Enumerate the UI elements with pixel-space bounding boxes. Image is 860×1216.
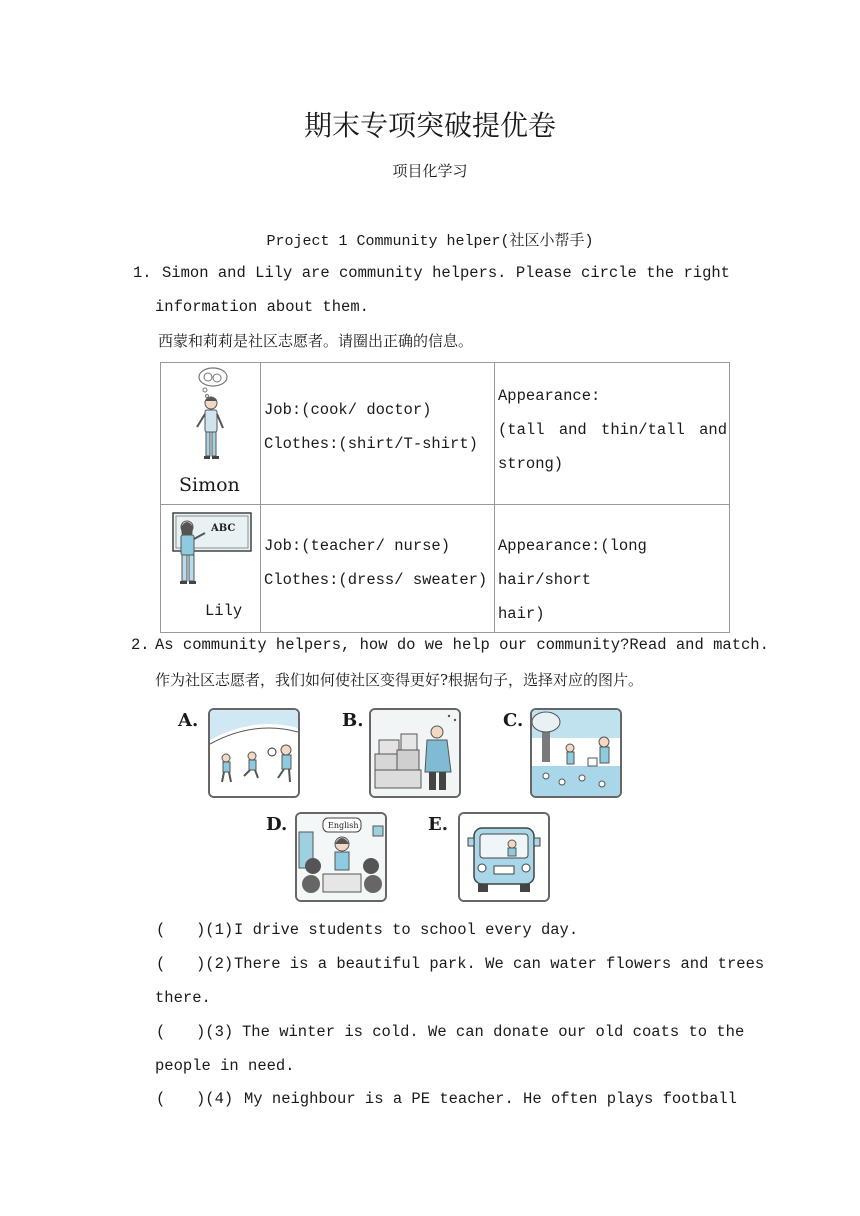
lily-appearance-options-line2[interactable]: hair) xyxy=(498,605,545,623)
q1-text-line1: Simon and Lily are community helpers. Please circle the right xyxy=(162,264,730,282)
item-2-answer-blank[interactable] xyxy=(163,955,193,975)
picture-c-watering[interactable] xyxy=(530,708,622,798)
item-1-open-paren: ( xyxy=(156,921,166,939)
picture-b-donation[interactable] xyxy=(369,708,461,798)
picture-c-illustration xyxy=(532,710,620,796)
q2-number: 2. xyxy=(131,636,150,654)
simon-illustration xyxy=(161,365,258,475)
item-2-open-paren: ( xyxy=(156,955,166,973)
simon-name-label: Simon xyxy=(179,474,240,496)
item-1-answer-blank[interactable] xyxy=(163,921,193,941)
picture-d-sign-text: English xyxy=(328,821,359,830)
picture-b-illustration xyxy=(371,710,459,796)
project-heading: Project 1 Community helper(社区小帮手) xyxy=(266,233,594,250)
picture-a-letter: A. xyxy=(178,710,199,731)
lily-illustration xyxy=(161,507,258,597)
item-4-answer-blank[interactable] xyxy=(163,1090,193,1110)
item-2-text-line1: There is a beautiful park. We can water flowers and trees xyxy=(234,955,765,973)
lily-board-text: ABC xyxy=(211,523,236,534)
q1-number: 1. xyxy=(133,264,152,282)
picture-e-letter: E. xyxy=(428,814,448,835)
item-1-number: )(1) xyxy=(196,921,234,939)
picture-e-illustration xyxy=(460,814,548,900)
simon-job-options[interactable]: Job:(cook/ doctor) xyxy=(264,401,432,419)
lily-clothes-options[interactable]: Clothes:(dress/ sweater) xyxy=(264,571,488,589)
simon-picture-cell xyxy=(161,363,261,505)
lily-appearance-options-line1[interactable]: Appearance:(long hair/short xyxy=(498,537,647,589)
item-2-number: )(2) xyxy=(196,955,234,973)
picture-d-english-class[interactable] xyxy=(295,812,387,902)
lily-name-label: Lily xyxy=(205,602,243,620)
item-2-text-line2: there. xyxy=(155,989,211,1007)
picture-a-illustration xyxy=(210,710,298,796)
item-3-answer-blank[interactable] xyxy=(163,1023,193,1043)
page-subtitle: 项目化学习 xyxy=(392,162,468,180)
picture-c-letter: C. xyxy=(503,710,524,731)
picture-d-illustration xyxy=(297,814,385,900)
lily-job-clothes-cell xyxy=(261,505,495,633)
picture-e-school-bus[interactable] xyxy=(458,812,550,902)
item-4-text-line1: My neighbour is a PE teacher. He often plays football xyxy=(244,1090,737,1108)
simon-appearance-cell xyxy=(495,363,730,505)
table-row-simon xyxy=(161,363,730,505)
table-row-lily xyxy=(161,505,730,633)
item-3-number: )(3) xyxy=(196,1023,234,1041)
page-title: 期末专项突破提优卷 xyxy=(303,109,556,142)
q1-info-table xyxy=(160,362,730,633)
q1-text-line2: information about them. xyxy=(155,298,369,316)
q1-chinese-instruction: 西蒙和莉莉是社区志愿者。请圈出正确的信息。 xyxy=(158,332,474,350)
picture-a-football[interactable] xyxy=(208,708,300,798)
simon-appearance-label: Appearance: xyxy=(498,387,601,405)
lily-job-options[interactable]: Job:(teacher/ nurse) xyxy=(264,537,451,555)
simon-appearance-options-line1[interactable]: (tall and thin/tall and xyxy=(498,421,727,439)
q2-text: As community helpers, how do we help our community?Read and match. xyxy=(155,636,769,654)
simon-appearance-options-line2[interactable]: strong) xyxy=(498,455,564,473)
item-3-text-line2: people in need. xyxy=(155,1057,295,1075)
picture-b-letter: B. xyxy=(342,710,364,731)
item-3-text-line1: The winter is cold. We can donate our old coats to the xyxy=(242,1023,745,1041)
simon-job-clothes-cell xyxy=(261,363,495,505)
picture-d-letter: D. xyxy=(266,814,288,835)
item-3-open-paren: ( xyxy=(156,1023,166,1041)
item-1-text: I drive students to school every day. xyxy=(234,921,579,939)
item-4-number: )(4) xyxy=(196,1090,234,1108)
lily-appearance-cell xyxy=(495,505,730,633)
item-4-open-paren: ( xyxy=(156,1090,166,1108)
simon-clothes-options[interactable]: Clothes:(shirt/T-shirt) xyxy=(264,435,478,453)
lily-picture-cell xyxy=(161,505,261,633)
q2-chinese-instruction: 作为社区志愿者，我们如何使社区变得更好?根据句子，选择对应的图片。 xyxy=(155,671,644,689)
